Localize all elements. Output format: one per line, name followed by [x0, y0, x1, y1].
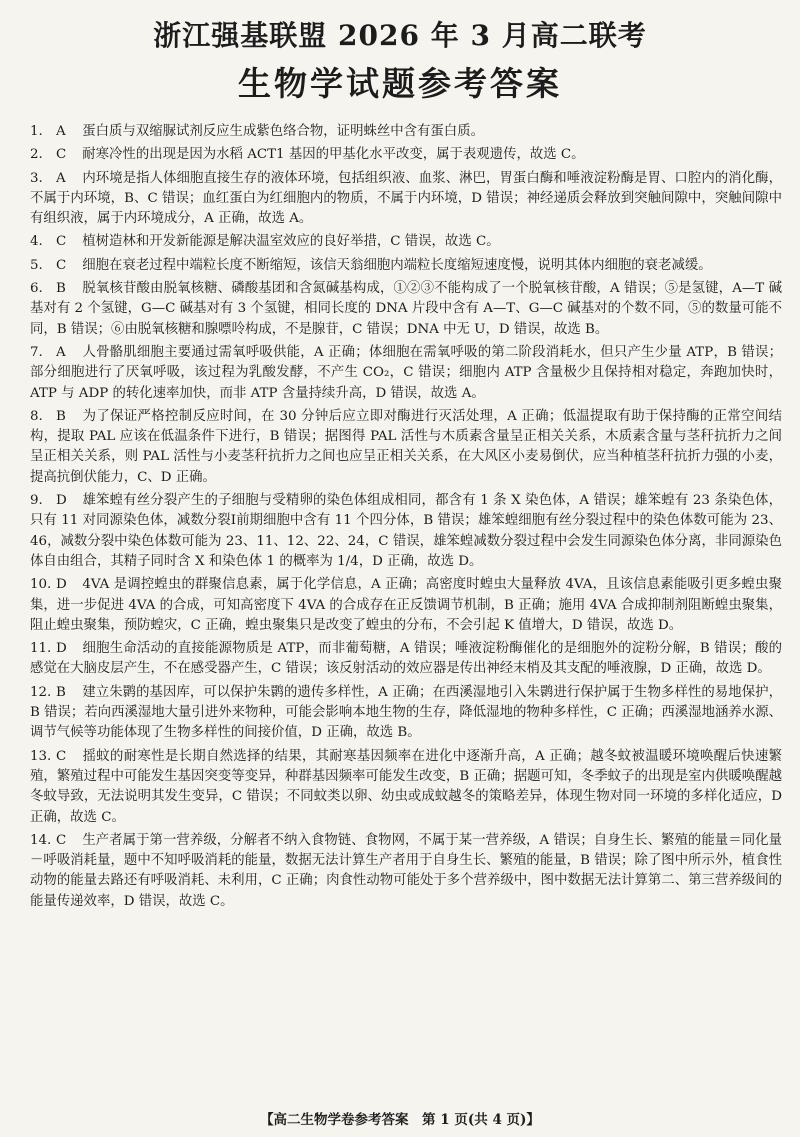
answer-item: [30, 122, 782, 142]
explanation: 脱氧核苷酸由脱氧核糖、磷酸基团和含氮碱基构成，①②③不能构成了一个脱氧核苷酸，A 错误；⑤是氢键，A—T 碱基对有 2 个氢键，G—C 碱基对有 3 个氢键，相同长度的 DNA 片段中含有 A—T、G—C 碱基对的个数不同，⑤的数量可能不同，B 错误；⑥由脱氧核糖和腺嘌呤构成，不是腺苷，C 错误；DNA 中无 U，D 错误，故选 B。: [30, 281, 782, 337]
answer-list: [30, 122, 782, 915]
answer-letter: D: [56, 493, 67, 509]
answer-letter: A: [56, 170, 66, 186]
answer-item: [30, 831, 782, 912]
answer-letter: B: [56, 684, 66, 700]
page-footer: 【高二生物学卷参考答案 第 1 页(共 4 页)】: [260, 1112, 540, 1128]
answer-item: [30, 169, 782, 230]
question-number: 8.: [30, 408, 43, 424]
explanation: 人骨骼肌细胞主要通过需氧呼吸供能，A 正确；体细胞在需氧呼吸的第二阶段消耗水，但只产生少量 ATP，B 错误；部分细胞进行了厌氧呼吸，该过程为乳酸发酵，不产生 CO₂，C 错误；细胞内 ATP 含量极少且保持相对稳定，奔跑加快时，ATP 与 ADP 的转化速率加快，而非 ATP 含量持续升高，D 错误，故选 A。: [30, 344, 782, 401]
answer-item: [30, 491, 782, 572]
question-number: 4.: [30, 234, 43, 250]
answer-item: [30, 639, 782, 680]
answer-letter: D: [56, 577, 67, 593]
answer-letter: C: [56, 748, 67, 764]
explanation: 耐寒冷性的出现是因为水稻 ACT1 基因的甲基化水平改变，属于表观遗传，故选 C。: [82, 147, 585, 163]
explanation: 雄笨蝗有丝分裂产生的子细胞与受精卵的染色体组成相同，都含有 1 条 X 染色体，A 错误；雄笨蝗有 23 条染色体，只有 11 对同源染色体，减数分裂Ⅰ前期细胞中含有 11 个四分体，B 错误；雄笨蝗细胞有丝分裂过程中的染色体数可能为 23、46，减数分裂中染色体数可能为 23、11、12、22、24，C 错误，雄笨蝗减数分裂过程中会发生同源染色体分离，非同源染色体自由组合，其精子同时含 X 和染色体 1 的概率为 1/4，D 正确，故选 D。: [30, 493, 782, 569]
explanation: 细胞在衰老过程中端粒长度不断缩短，该信天翁细胞内端粒长度缩短速度慢，说明其体内细胞的衰老减缓。: [82, 257, 712, 273]
explanation: 植树造林和开发新能源是解决温室效应的良好举措，C 错误，故选 C。: [82, 234, 500, 250]
question-number: 13.: [30, 748, 52, 764]
explanation: 内环境是指人体细胞直接生存的液体环境，包括组织液、血浆、淋巴，胃蛋白酶和唾液淀粉酶是胃、口腔内的消化酶，不属于内环境，B、C 错误；血红蛋白为红细胞内的物质，不属于内环境，D 错误；神经递质会释放到突触间隙中，突触间隙中有组织液，属于内环境成分，A 正确，故选 A。: [30, 170, 782, 227]
answer-item: [30, 256, 782, 276]
exam-title: 浙江强基联盟 2026 年 3 月高二联考: [153, 19, 647, 52]
answer-item: [30, 407, 782, 488]
answer-key-subtitle: 生物学试题参考答案: [238, 64, 562, 103]
explanation: 细胞生命活动的直接能源物质是 ATP，而非葡萄糖，A 错误；唾液淀粉酶催化的是细胞外的淀粉分解，B 错误；酸的感觉在大脑皮层产生，不在感受器产生，C 错误；该反射活动的效应器是传出神经末梢及其支配的唾液腺，D 正确，故选 D。: [30, 641, 782, 677]
answer-item: [30, 747, 782, 828]
question-number: 6.: [30, 281, 43, 297]
explanation: 蛋白质与双缩脲试剂反应生成紫色络合物，证明蛛丝中含有蛋白质。: [82, 124, 484, 139]
answer-letter: A: [56, 124, 66, 139]
answer-item: [30, 575, 782, 636]
explanation: 生产者属于第一营养级，分解者不纳入食物链、食物网，不属于某一营养级，A 错误；自身生长、繁殖的能量＝同化量－呼吸消耗量，题中不知呼吸消耗的能量，数据无法计算生产者用于自身生长、繁殖的能量，B 错误；除了图中所示外，植食性动物的能量去路还有呼吸消耗、未利用，C 正确；肉食性动物可能处于多个营养级中，图中数据无法计算第二、第三营养级间的能量传递效率，D 错误，故选 C。: [30, 832, 782, 909]
question-number: 14.: [30, 832, 52, 848]
explanation: 为了保证严格控制反应时间，在 30 分钟后应立即对酶进行灭活处理，A 正确；低温提取有助于保持酶的正常空间结构，提取 PAL 应该在低温条件下进行，B 错误；据图得 PAL 活性与木质素含量呈正相关关系，木质素含量与茎秆抗折力之间呈正相关关系，则 PAL 活性与小麦茎秆抗折力之间也应呈正相关关系，在大风区小麦易倒伏，应当种植茎秆抗折力强的小麦，提高抗倒伏能力，C、D 正确。: [30, 408, 782, 485]
question-number: 12.: [30, 684, 52, 700]
question-number: 11.: [30, 641, 52, 657]
answer-letter: C: [56, 257, 67, 273]
answer-letter: D: [56, 641, 67, 657]
answer-letter: B: [56, 408, 66, 424]
answer-item: [30, 683, 782, 744]
explanation: 摇蚊的耐寒性是长期自然选择的结果，其耐寒基因频率在进化中逐渐升高，A 正确；越冬蚊被温暖环境唤醒后快速繁殖，繁殖过程中可能发生基因突变等变异，种群基因频率可能发生改变，B 正确；据题可知，冬季蚊子的出现是室内供暖唤醒越冬蚊导致，无法说明其发生变异，C 错误；不同蚊类以卵、幼虫或成蚊越冬的策略差异，体现生物对同一环境的多样化适应，D 正确，故选 C。: [30, 748, 782, 825]
answer-letter: B: [56, 281, 66, 297]
question-number: 2.: [30, 147, 43, 163]
answer-item: [30, 343, 782, 404]
explanation: 4VA 是调控蝗虫的群聚信息素，属于化学信息，A 正确；高密度时蝗虫大量释放 4VA，且该信息素能吸引更多蝗虫聚集，进一步促进 4VA 的合成，可知高密度下 4VA 的合成存在正反馈调节机制，B 正确；施用 4VA 合成抑制剂阻断蝗虫聚集，阻止蝗虫聚集，预防蝗灾，C 正确，蝗虫聚集只是改变了蝗虫的分布，不会引起 K 值增大，D 错误，故选 D。: [30, 577, 782, 633]
question-number: 7.: [30, 344, 43, 360]
explanation: 建立朱鹮的基因库，可以保护朱鹮的遗传多样性，A 正确；在西溪湿地引入朱鹮进行保护属于生物多样性的易地保护，B 错误；若向西溪湿地大量引进外来物种，可能会影响本地生物的生存，降低湿地的物种多样性，C 正确；西溪湿地涵养水源、调节气候等功能体现了生物多样性的间接价值，D 正确，故选 B。: [30, 684, 782, 741]
answer-item: [30, 279, 782, 340]
answer-letter: A: [56, 344, 66, 360]
question-number: 3.: [30, 170, 43, 186]
answer-letter: C: [56, 234, 67, 250]
question-number: 5.: [30, 257, 43, 273]
question-number: 9.: [30, 493, 43, 509]
answer-item: [30, 232, 782, 252]
answer-letter: C: [56, 147, 67, 163]
question-number: 10.: [30, 577, 52, 593]
question-number: 1.: [30, 124, 43, 139]
answer-letter: C: [56, 832, 67, 848]
answer-item: [30, 145, 782, 165]
